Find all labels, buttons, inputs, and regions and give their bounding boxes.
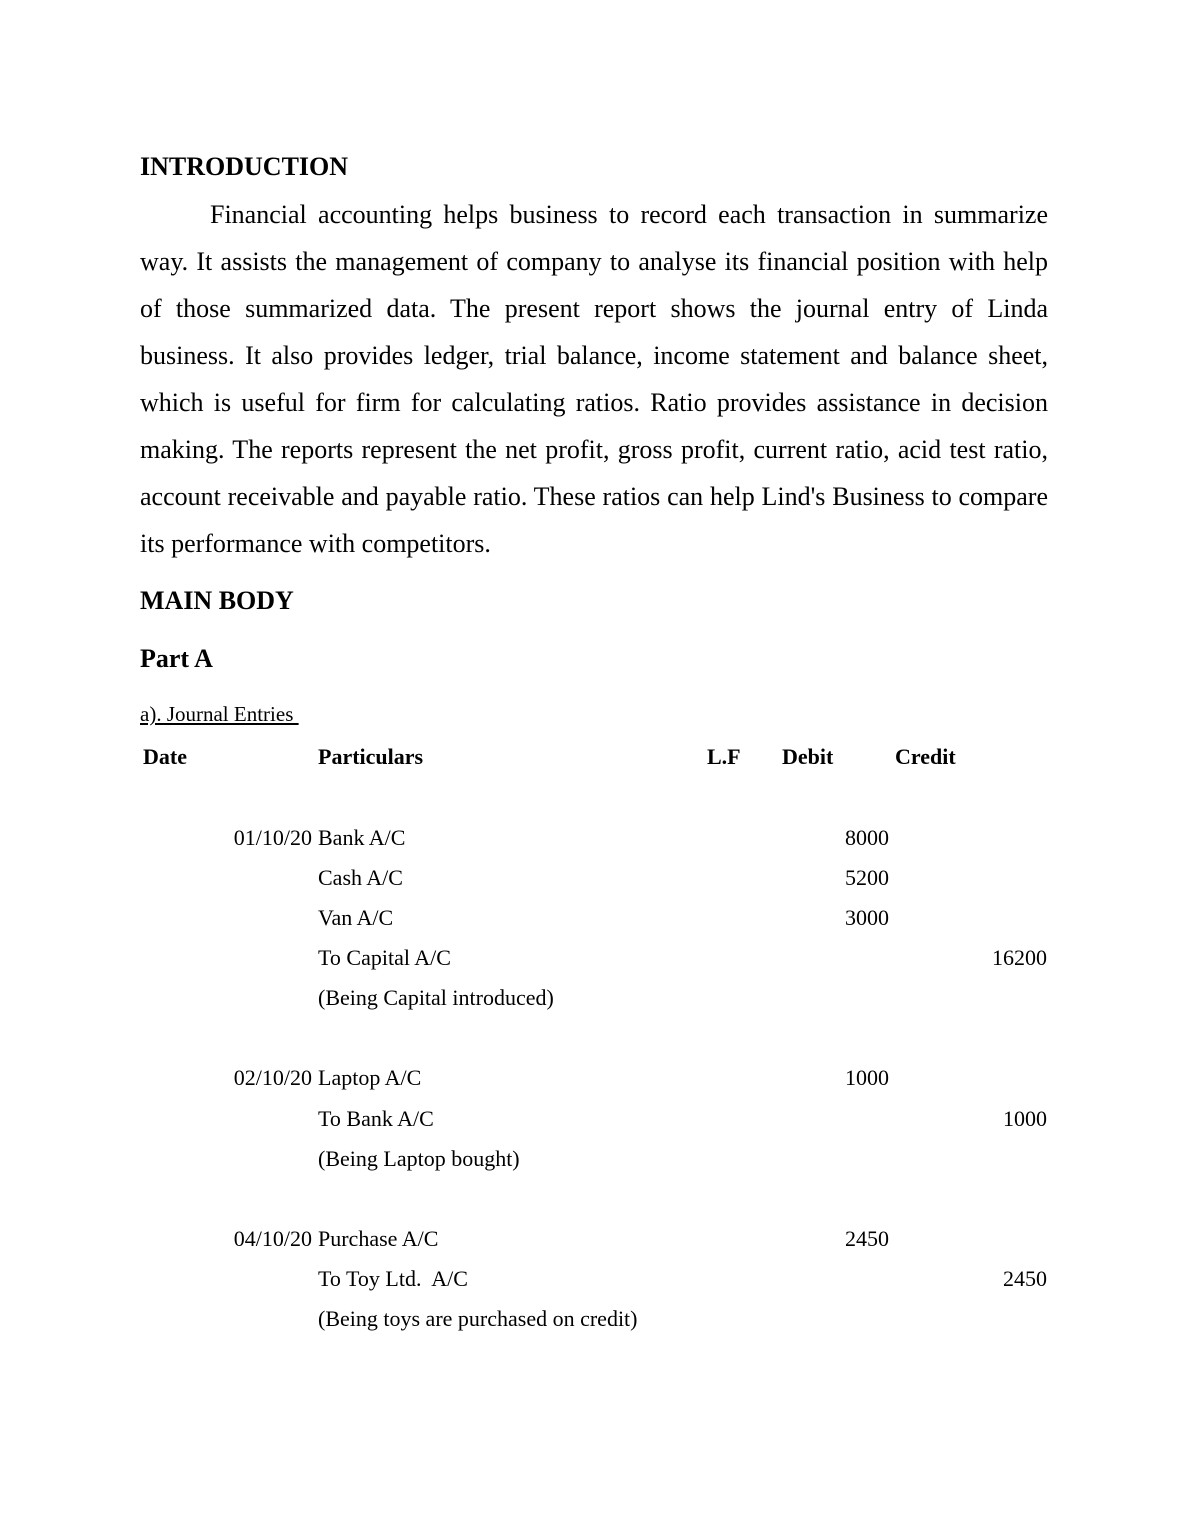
entry-debit: 5200: [845, 865, 889, 890]
entry-credit: 16200: [992, 945, 1047, 970]
part-a-heading: Part A: [140, 644, 213, 673]
column-header-lf: L.F: [707, 744, 741, 769]
introduction-heading: INTRODUCTION: [140, 152, 349, 181]
entry-debit: 8000: [845, 825, 889, 850]
introduction-paragraph: Financial accounting helps business to record each transaction in summarize way. It assists the management of company to analyse its financial position with help of those summarized data. The present report shows the journal entry of Linda business. It also provides ledger, trial balance, income statement and balance sheet, which is useful for firm for calculating ratios. Ratio provides assistance in decision making. The reports represent the net profit, gross profit, current ratio, acid test ratio, account receivable and payable ratio. These ratios can help Lind's Business to compare its performance with competitors.: [140, 200, 1048, 558]
entry-particular: Cash A/C: [318, 865, 403, 890]
main-body-heading: MAIN BODY: [140, 586, 294, 615]
entry-debit: 2450: [845, 1226, 889, 1251]
entry-credit: 2450: [1003, 1266, 1047, 1291]
entry-narration: (Being Laptop bought): [318, 1146, 520, 1171]
entry-particular: To Capital A/C: [318, 945, 451, 970]
entry-debit: 1000: [845, 1065, 889, 1090]
journal-entries-subheading: a). Journal Entries: [140, 702, 299, 726]
column-header-debit: Debit: [782, 744, 834, 769]
entry-date: 04/10/20: [233, 1226, 312, 1251]
entry-particular: Purchase A/C: [318, 1226, 439, 1251]
entry-credit: 1000: [1003, 1106, 1047, 1131]
entry-narration: (Being Capital introduced): [318, 985, 554, 1010]
entry-narration: (Being toys are purchased on credit): [318, 1306, 638, 1331]
column-header-date: Date: [143, 744, 187, 769]
entry-date: 01/10/20: [233, 825, 312, 850]
entry-particular: Bank A/C: [318, 825, 406, 850]
entry-particular: Van A/C: [318, 905, 394, 930]
entry-particular: To Toy Ltd. A/C: [318, 1266, 468, 1291]
entry-date: 02/10/20: [233, 1065, 312, 1090]
column-header-credit: Credit: [895, 744, 956, 769]
column-header-particulars: Particulars: [318, 744, 424, 769]
entry-particular: To Bank A/C: [318, 1106, 434, 1131]
entry-particular: Laptop A/C: [318, 1065, 422, 1090]
entry-debit: 3000: [845, 905, 889, 930]
